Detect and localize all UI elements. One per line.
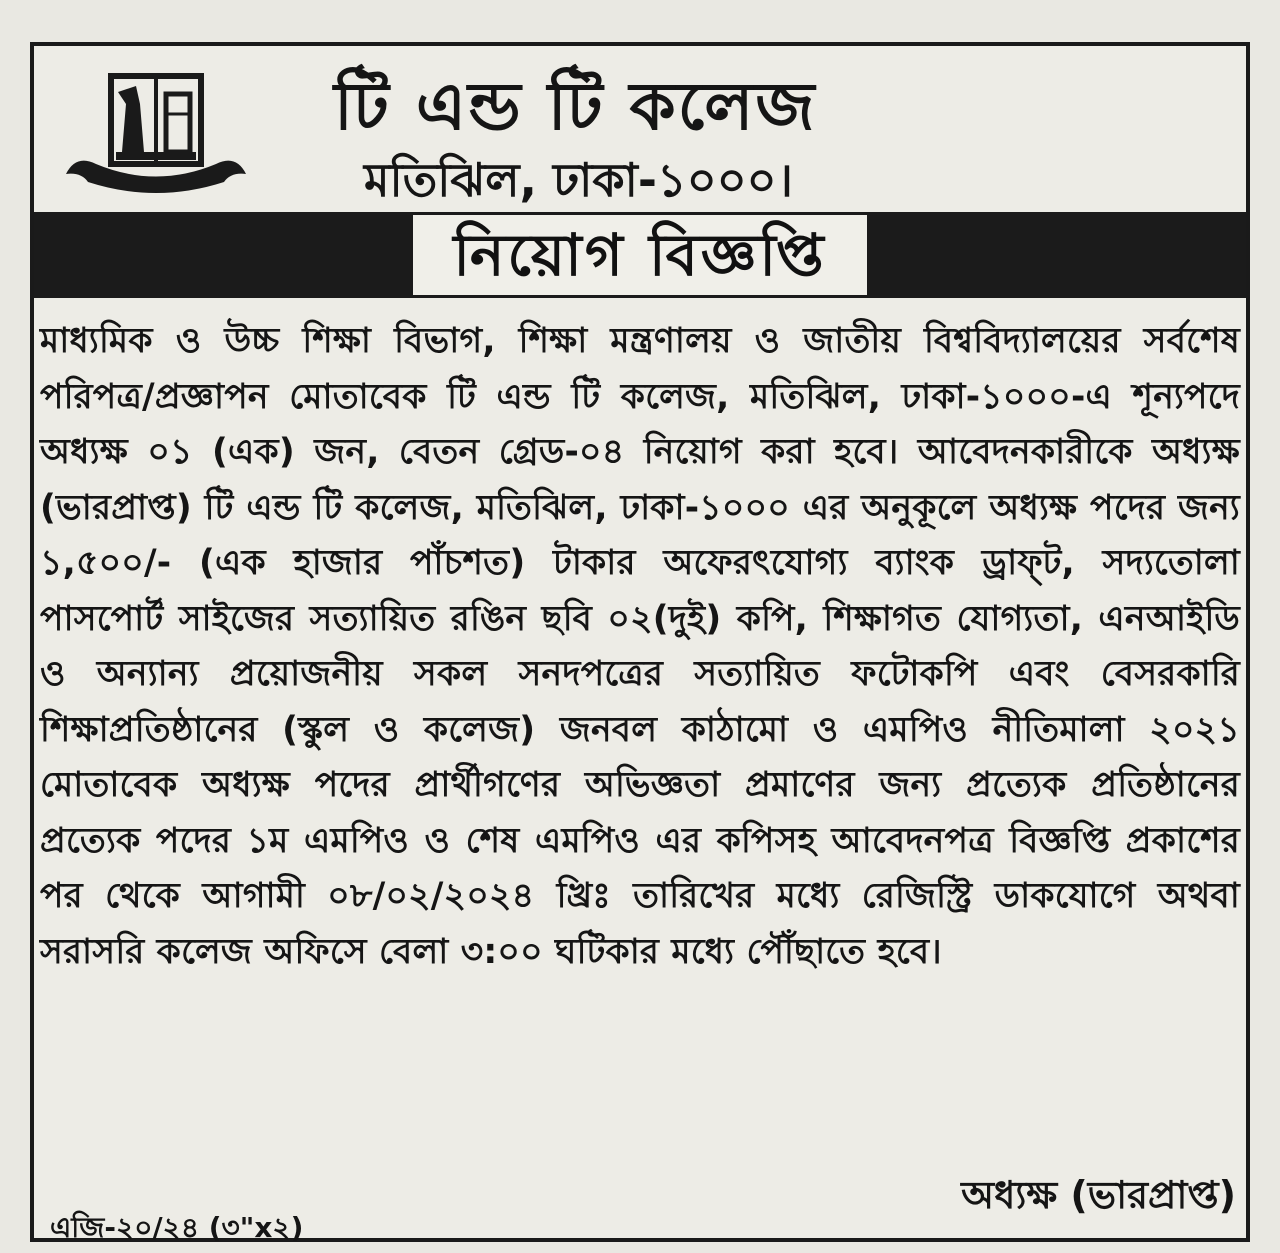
notice-body: মাধ্যমিক ও উচ্চ শিক্ষা বিভাগ, শিক্ষা মন্ত্রণালয় ও জাতীয় বিশ্ববিদ্যালয়ের সর্বশেষ পরিপত্র/প্রজ্ঞাপন মোতাবেক টি এন্ড টি কলেজ, মতিঝিল, ঢাকা-১০০০-এ শূন্যপদে অধ্যক্ষ ০১ (এক) জন, বেতন গ্রেড-০৪ নিয়োগ করা হবে। আবেদনকারীকে অধ্যক্ষ (ভারপ্রাপ্ত) টি এন্ড টি কলেজ, মতিঝিল, ঢাকা-১০০০ এর অনুকূলে অধ্যক্ষ পদের জন্য ১,৫০০/- (এক হাজার পাঁচশত) টাকার অফেরৎযোগ্য ব্যাংক ড্রাফ্‌ট, সদ্যতোলা পাসপোর্ট সাইজের সত্যায়িত রঙিন ছবি ০২(দুই) কপি, শিক্ষাগত যোগ্যতা, এনআইডি ও অন্যান্য প্রয়োজনীয় সকল সনদপত্রের সত্যায়িত ফটোকপি এবং বেসরকারি শিক্ষাপ্রতিষ্ঠানের (স্কুল ও কলেজ) জনবল কাঠামো ও এমপিও নীতিমালা ২০২১ মোতাবেক অধ্যক্ষ পদের প্রার্থীগণের অভিজ্ঞতা প্রমাণের জন্য প্রত্যেক প্রতিষ্ঠানের প্রত্যেক পদের ১ম এমপিও ও শেষ এমপিও এর কপিসহ আবেদনপত্র বিজ্ঞপ্তি প্রকাশের পর থেকে আগামী ০৮/০২/২০২৪ খ্রিঃ তারিখের মধ্যে রেজিস্ট্রি ডাকযোগে অথবা সরাসরি কলেজ অফিসে বেলা ৩:০০ ঘটিকার মধ্যে পৌঁছাতে হবে।	[40, 321, 1240, 972]
banner-title: নিয়োগ বিজ্ঞপ্তি	[413, 215, 866, 295]
college-logo-icon	[56, 64, 256, 194]
signature: অধ্যক্ষ (ভারপ্রাপ্ত)	[961, 1173, 1236, 1217]
notice-frame	[30, 42, 1250, 1242]
college-address: মতিঝিল, ঢাকা-১০০০।	[364, 153, 793, 207]
college-title: টি এন্ড টি কলেজ	[334, 68, 817, 145]
header	[34, 46, 1246, 206]
reference-code: এজি-২০/২৪ (৩"x২)	[50, 1211, 304, 1244]
notice-banner	[34, 212, 1246, 298]
